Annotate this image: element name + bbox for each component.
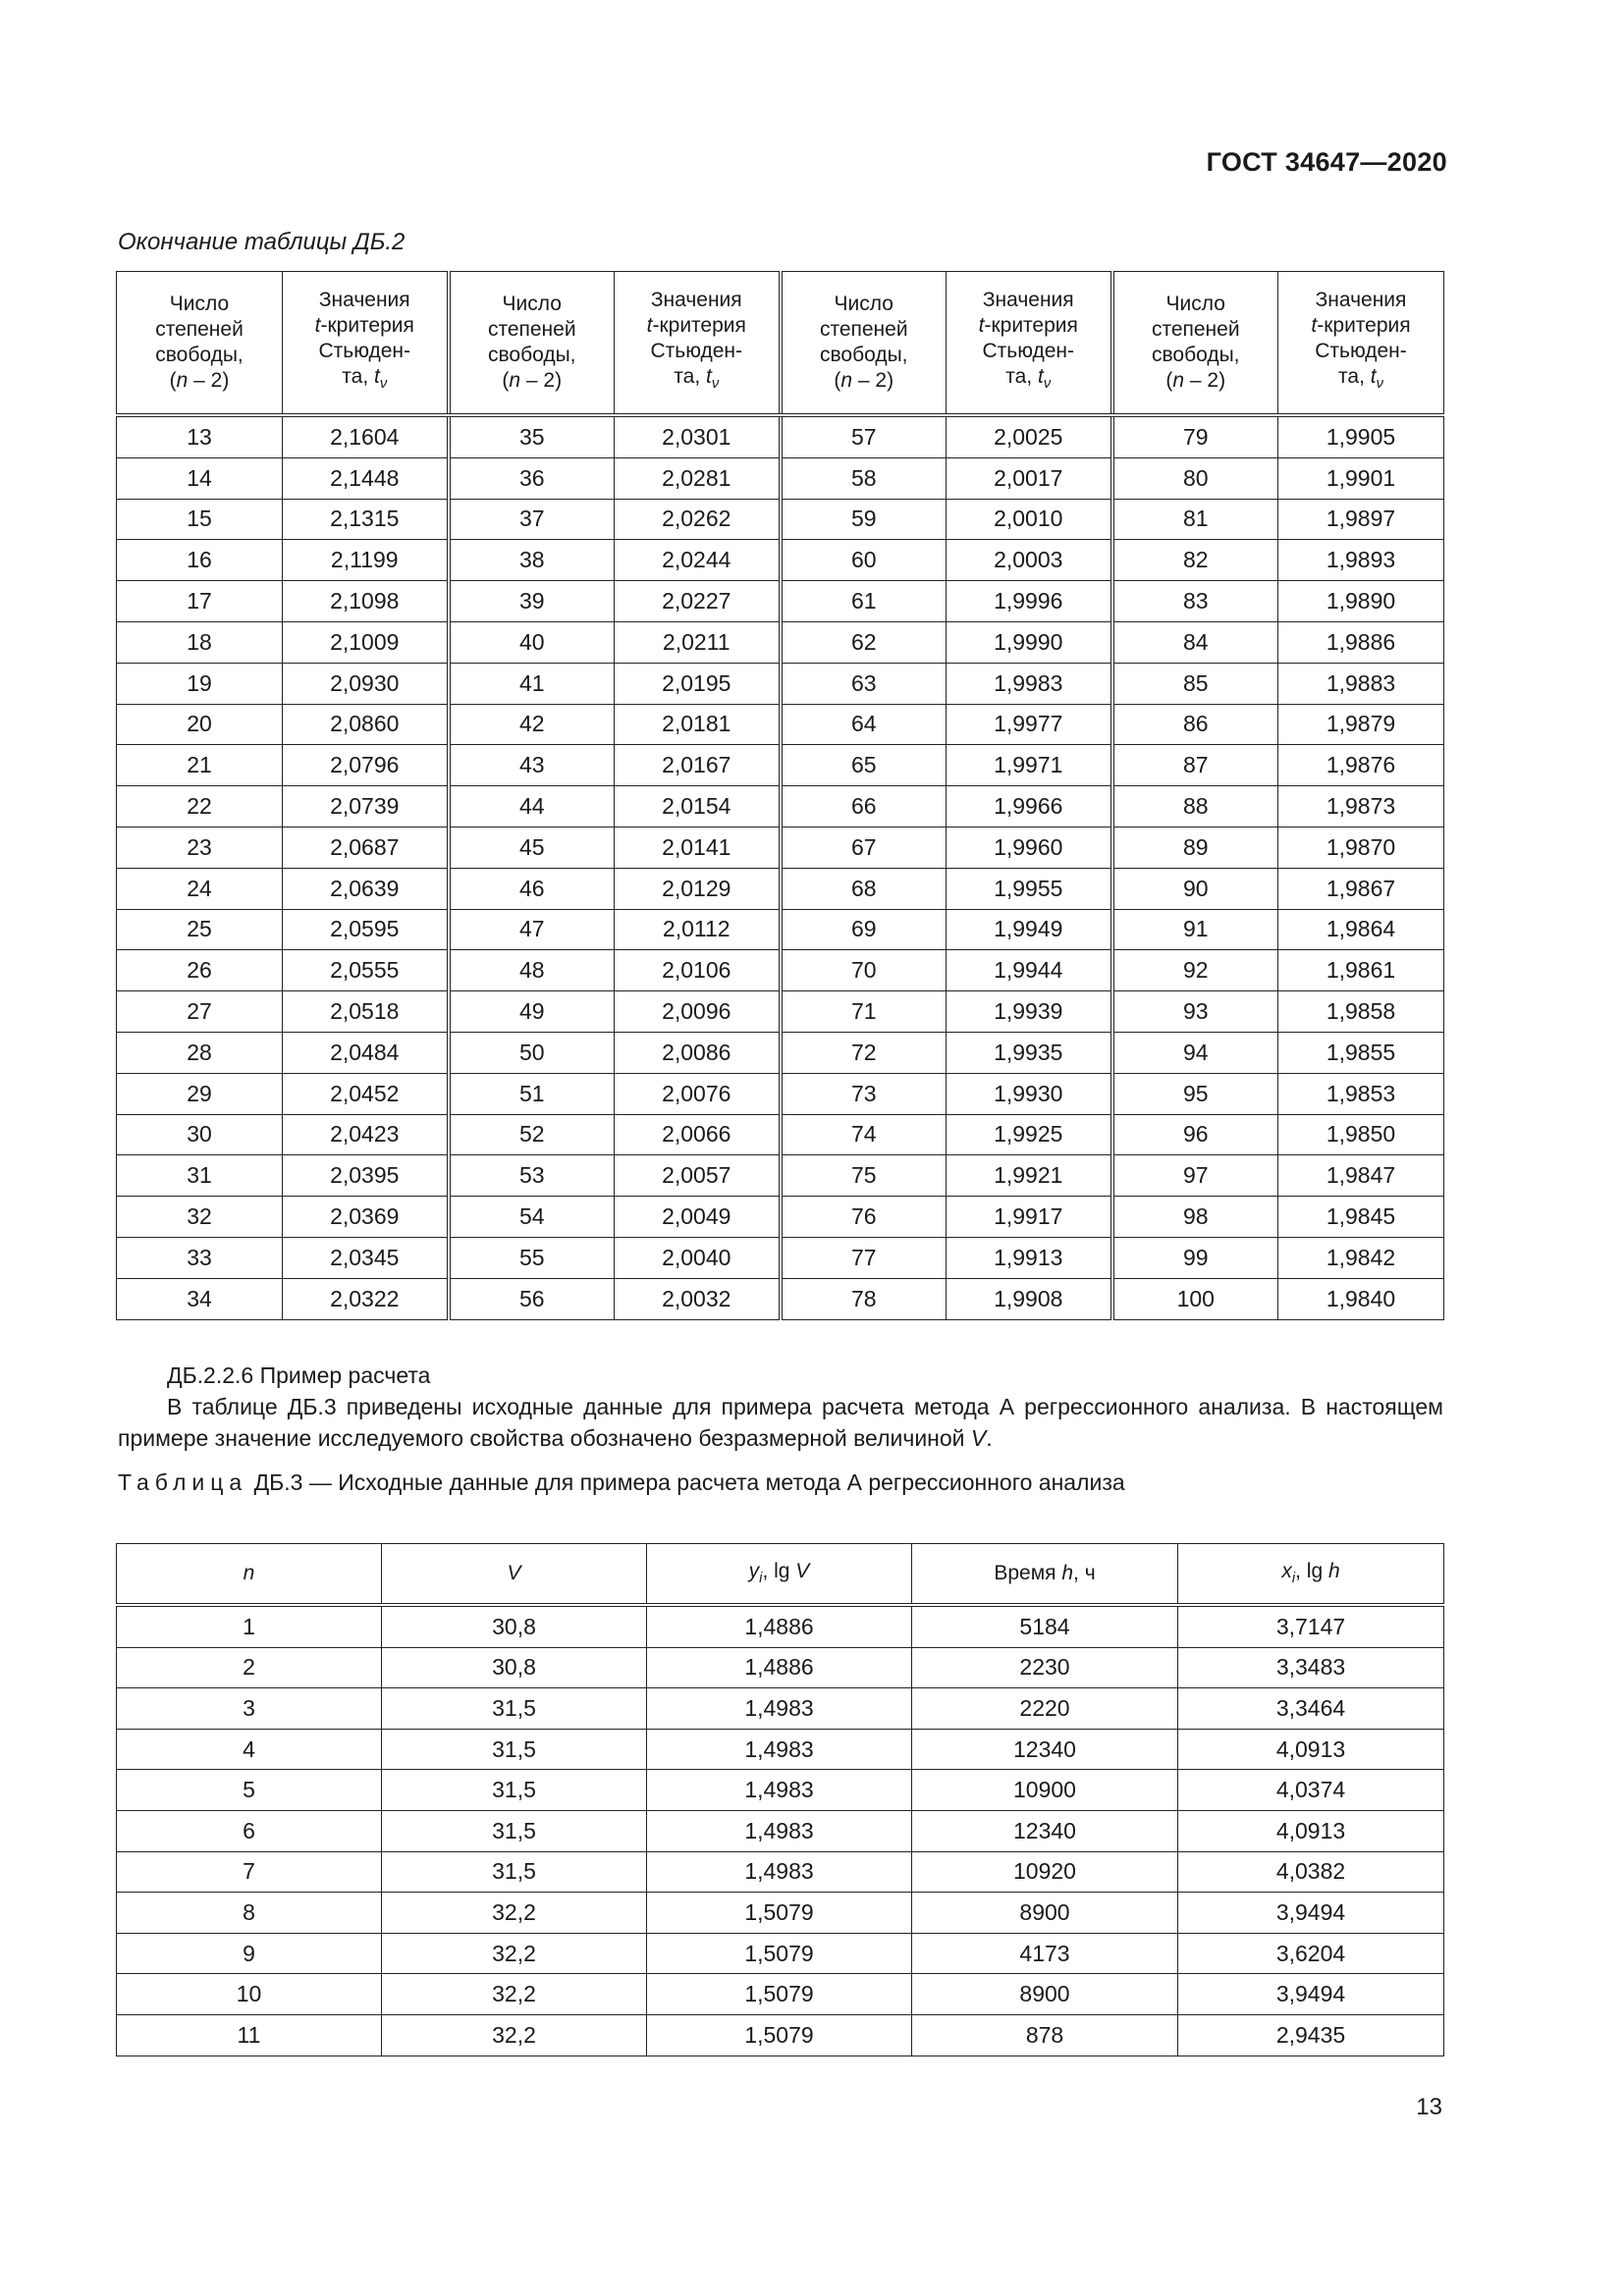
df-cell: 26 <box>117 950 283 991</box>
table-row <box>117 1278 1444 1319</box>
df-cell: 14 <box>117 457 283 499</box>
table-row <box>117 1155 1444 1197</box>
data-table-body <box>117 1605 1444 2056</box>
t-value-cell: 2,0423 <box>283 1114 449 1155</box>
df-cell: 54 <box>449 1197 615 1238</box>
df-cell: 63 <box>781 663 947 704</box>
df-cell: 74 <box>781 1114 947 1155</box>
df-cell: 35 <box>449 415 615 457</box>
section-paragraph <box>118 1391 1443 1454</box>
df-cell: 36 <box>449 457 615 499</box>
t-value-cell: 2,0796 <box>283 745 449 786</box>
data-row <box>117 1851 1444 1893</box>
x-cell: 4,0913 <box>1178 1810 1444 1851</box>
t-value-cell: 2,0930 <box>283 663 449 704</box>
df-cell: 41 <box>449 663 615 704</box>
t-value-cell: 2,0262 <box>615 499 781 540</box>
df-cell: 88 <box>1112 786 1278 828</box>
t-value-cell: 2,0281 <box>615 457 781 499</box>
v-cell: 31,5 <box>382 1729 647 1770</box>
n-cell: 1 <box>117 1605 382 1647</box>
data-row <box>117 2014 1444 2056</box>
x-cell: 3,3464 <box>1178 1688 1444 1730</box>
df-cell: 59 <box>781 499 947 540</box>
time-cell: 12340 <box>912 1810 1178 1851</box>
v-cell: 32,2 <box>382 2014 647 2056</box>
df-cell: 69 <box>781 909 947 950</box>
t-value-cell: 1,9935 <box>947 1032 1112 1073</box>
t-value-cell: 2,0244 <box>615 540 781 581</box>
y-cell: 1,4886 <box>647 1605 912 1647</box>
df-cell: 15 <box>117 499 283 540</box>
df-cell: 93 <box>1112 991 1278 1033</box>
t-value-cell: 2,0345 <box>283 1237 449 1278</box>
df-cell: 22 <box>117 786 283 828</box>
df-cell: 85 <box>1112 663 1278 704</box>
time-cell: 10900 <box>912 1770 1178 1811</box>
table-continuation-caption: Окончание таблицы ДБ.2 <box>118 229 406 255</box>
t-value-cell: 2,0010 <box>947 499 1112 540</box>
t-value-cell: 1,9876 <box>1278 745 1444 786</box>
table-row <box>117 663 1444 704</box>
df-cell: 100 <box>1112 1278 1278 1319</box>
header-time: Время h, ч <box>912 1544 1178 1606</box>
x-cell: 4,0374 <box>1178 1770 1444 1811</box>
t-value-cell: 2,0687 <box>283 827 449 868</box>
table-body <box>117 415 1444 1319</box>
df-cell: 62 <box>781 621 947 663</box>
n-cell: 4 <box>117 1729 382 1770</box>
t-value-cell: 2,0167 <box>615 745 781 786</box>
df-cell: 24 <box>117 868 283 909</box>
y-cell: 1,4983 <box>647 1851 912 1893</box>
df-cell: 46 <box>449 868 615 909</box>
t-value-cell: 2,0129 <box>615 868 781 909</box>
header-v: V <box>382 1544 647 1606</box>
t-value-cell: 2,1315 <box>283 499 449 540</box>
t-value-cell: 2,0860 <box>283 704 449 745</box>
df-cell: 51 <box>449 1073 615 1114</box>
table-row <box>117 991 1444 1033</box>
header-degrees-of-freedom: Число степеней свободы, (n – 2) <box>781 272 947 416</box>
table-row <box>117 827 1444 868</box>
df-cell: 33 <box>117 1237 283 1278</box>
df-cell: 92 <box>1112 950 1278 991</box>
x-cell: 3,9494 <box>1178 1974 1444 2015</box>
n-cell: 5 <box>117 1770 382 1811</box>
t-value-cell: 1,9897 <box>1278 499 1444 540</box>
x-cell: 4,0382 <box>1178 1851 1444 1893</box>
df-cell: 83 <box>1112 581 1278 622</box>
df-cell: 18 <box>117 621 283 663</box>
df-cell: 99 <box>1112 1237 1278 1278</box>
df-cell: 95 <box>1112 1073 1278 1114</box>
time-cell: 10920 <box>912 1851 1178 1893</box>
df-cell: 68 <box>781 868 947 909</box>
t-value-cell: 1,9853 <box>1278 1073 1444 1114</box>
t-value-cell: 1,9870 <box>1278 827 1444 868</box>
t-value-cell: 1,9883 <box>1278 663 1444 704</box>
df-cell: 65 <box>781 745 947 786</box>
x-cell: 3,6204 <box>1178 1933 1444 1974</box>
header-degrees-of-freedom: Число степеней свободы, (n – 2) <box>1112 272 1278 416</box>
time-cell: 4173 <box>912 1933 1178 1974</box>
x-cell: 2,9435 <box>1178 2014 1444 2056</box>
t-value-cell: 2,0322 <box>283 1278 449 1319</box>
t-value-cell: 2,0211 <box>615 621 781 663</box>
n-cell: 2 <box>117 1647 382 1688</box>
df-cell: 37 <box>449 499 615 540</box>
t-value-cell: 2,0369 <box>283 1197 449 1238</box>
t-value-cell: 1,9873 <box>1278 786 1444 828</box>
header-n: n <box>117 1544 382 1606</box>
df-cell: 42 <box>449 704 615 745</box>
t-value-cell: 1,9847 <box>1278 1155 1444 1197</box>
t-value-cell: 1,9949 <box>947 909 1112 950</box>
y-cell: 1,5079 <box>647 2014 912 2056</box>
df-cell: 47 <box>449 909 615 950</box>
df-cell: 82 <box>1112 540 1278 581</box>
t-value-cell: 1,9886 <box>1278 621 1444 663</box>
df-cell: 25 <box>117 909 283 950</box>
time-cell: 878 <box>912 2014 1178 2056</box>
table-row <box>117 950 1444 991</box>
table-row <box>117 745 1444 786</box>
t-value-cell: 2,1199 <box>283 540 449 581</box>
header-degrees-of-freedom: Число степеней свободы, (n – 2) <box>117 272 283 416</box>
df-cell: 76 <box>781 1197 947 1238</box>
df-cell: 43 <box>449 745 615 786</box>
t-value-cell: 1,9996 <box>947 581 1112 622</box>
df-cell: 52 <box>449 1114 615 1155</box>
t-value-cell: 2,1604 <box>283 415 449 457</box>
n-cell: 8 <box>117 1893 382 1934</box>
df-cell: 97 <box>1112 1155 1278 1197</box>
t-value-cell: 2,0086 <box>615 1032 781 1073</box>
data-row <box>117 1605 1444 1647</box>
header-degrees-of-freedom: Число степеней свободы, (n – 2) <box>449 272 615 416</box>
t-value-cell: 2,0066 <box>615 1114 781 1155</box>
t-value-cell: 1,9858 <box>1278 991 1444 1033</box>
paragraph-text: В таблице ДБ.3 приведены исходные данные для примера расчета метода А регрессионного анализа. В настоящем примере значение исследуемого свойства обозначено безразмерной величиной <box>118 1394 1443 1451</box>
t-value-cell: 2,0003 <box>947 540 1112 581</box>
df-cell: 77 <box>781 1237 947 1278</box>
df-cell: 66 <box>781 786 947 828</box>
t-value-cell: 2,0227 <box>615 581 781 622</box>
time-cell: 2230 <box>912 1647 1178 1688</box>
data-row <box>117 1647 1444 1688</box>
data-row <box>117 1893 1444 1934</box>
x-cell: 3,7147 <box>1178 1605 1444 1647</box>
t-value-cell: 2,0195 <box>615 663 781 704</box>
table-row <box>117 868 1444 909</box>
df-cell: 48 <box>449 950 615 991</box>
v-cell: 32,2 <box>382 1933 647 1974</box>
table-row <box>117 786 1444 828</box>
t-value-cell: 2,0595 <box>283 909 449 950</box>
header-y: $y_i$, lg V <box>647 1544 912 1606</box>
v-cell: 31,5 <box>382 1810 647 1851</box>
table-row <box>117 909 1444 950</box>
time-cell: 2220 <box>912 1688 1178 1730</box>
t-value-cell: 1,9930 <box>947 1073 1112 1114</box>
df-cell: 55 <box>449 1237 615 1278</box>
t-value-cell: 2,0057 <box>615 1155 781 1197</box>
t-value-cell: 2,0112 <box>615 909 781 950</box>
df-cell: 20 <box>117 704 283 745</box>
t-value-cell: 2,0096 <box>615 991 781 1033</box>
paragraph-variable: V <box>970 1425 987 1451</box>
df-cell: 38 <box>449 540 615 581</box>
data-row <box>117 1810 1444 1851</box>
data-header-row <box>117 1544 1444 1606</box>
time-cell: 5184 <box>912 1605 1178 1647</box>
t-value-cell: 1,9917 <box>947 1197 1112 1238</box>
x-cell: 4,0913 <box>1178 1729 1444 1770</box>
header-t-value: Значения t-критерия Стьюден- та, $t_\nu$ <box>947 272 1112 416</box>
df-cell: 60 <box>781 540 947 581</box>
regression-data-table <box>116 1543 1444 2056</box>
n-cell: 9 <box>117 1933 382 1974</box>
table-row <box>117 1073 1444 1114</box>
t-value-cell: 2,0049 <box>615 1197 781 1238</box>
df-cell: 72 <box>781 1032 947 1073</box>
t-value-cell: 2,0154 <box>615 786 781 828</box>
t-value-cell: 1,9921 <box>947 1155 1112 1197</box>
df-cell: 39 <box>449 581 615 622</box>
table-row <box>117 621 1444 663</box>
t-value-cell: 2,0301 <box>615 415 781 457</box>
t-value-cell: 1,9939 <box>947 991 1112 1033</box>
t-value-cell: 2,0076 <box>615 1073 781 1114</box>
df-cell: 34 <box>117 1278 283 1319</box>
t-value-cell: 1,9850 <box>1278 1114 1444 1155</box>
table-header-row <box>117 272 1444 416</box>
df-cell: 73 <box>781 1073 947 1114</box>
n-cell: 10 <box>117 1974 382 2015</box>
t-value-cell: 1,9966 <box>947 786 1112 828</box>
y-cell: 1,5079 <box>647 1974 912 2015</box>
time-cell: 8900 <box>912 1893 1178 1934</box>
y-cell: 1,4983 <box>647 1810 912 1851</box>
df-cell: 70 <box>781 950 947 991</box>
data-row <box>117 1974 1444 2015</box>
y-cell: 1,4983 <box>647 1729 912 1770</box>
data-row <box>117 1688 1444 1730</box>
t-value-cell: 2,0518 <box>283 991 449 1033</box>
section-title: ДБ.2.2.6 Пример расчета <box>167 1362 431 1388</box>
n-cell: 7 <box>117 1851 382 1893</box>
header-t-value: Значения t-критерия Стьюден- та, $t_\nu$ <box>1278 272 1444 416</box>
t-value-cell: 2,1098 <box>283 581 449 622</box>
t-value-cell: 2,1448 <box>283 457 449 499</box>
df-cell: 64 <box>781 704 947 745</box>
df-cell: 98 <box>1112 1197 1278 1238</box>
df-cell: 19 <box>117 663 283 704</box>
t-value-cell: 1,9913 <box>947 1237 1112 1278</box>
df-cell: 78 <box>781 1278 947 1319</box>
v-cell: 31,5 <box>382 1770 647 1811</box>
time-cell: 12340 <box>912 1729 1178 1770</box>
t-value-cell: 1,9861 <box>1278 950 1444 991</box>
t-value-cell: 1,9977 <box>947 704 1112 745</box>
y-cell: 1,4983 <box>647 1688 912 1730</box>
t-value-cell: 2,0181 <box>615 704 781 745</box>
t-value-cell: 1,9944 <box>947 950 1112 991</box>
df-cell: 94 <box>1112 1032 1278 1073</box>
df-cell: 50 <box>449 1032 615 1073</box>
header-x: $x_i$, lg h <box>1178 1544 1444 1606</box>
df-cell: 91 <box>1112 909 1278 950</box>
y-cell: 1,5079 <box>647 1933 912 1974</box>
df-cell: 28 <box>117 1032 283 1073</box>
table-db3-caption <box>118 1469 1125 1496</box>
df-cell: 71 <box>781 991 947 1033</box>
df-cell: 13 <box>117 415 283 457</box>
student-t-table <box>116 271 1444 1320</box>
t-value-cell: 2,0452 <box>283 1073 449 1114</box>
df-cell: 81 <box>1112 499 1278 540</box>
t-value-cell: 1,9955 <box>947 868 1112 909</box>
t-value-cell: 2,0017 <box>947 457 1112 499</box>
table-row <box>117 1114 1444 1155</box>
df-cell: 79 <box>1112 415 1278 457</box>
df-cell: 58 <box>781 457 947 499</box>
df-cell: 89 <box>1112 827 1278 868</box>
df-cell: 53 <box>449 1155 615 1197</box>
t-value-cell: 2,0141 <box>615 827 781 868</box>
df-cell: 84 <box>1112 621 1278 663</box>
df-cell: 87 <box>1112 745 1278 786</box>
t-value-cell: 2,0040 <box>615 1237 781 1278</box>
y-cell: 1,5079 <box>647 1893 912 1934</box>
caption-word: Таблица <box>118 1469 248 1495</box>
page-number: 13 <box>1416 2094 1442 2120</box>
table-row <box>117 499 1444 540</box>
header-t-value: Значения t-критерия Стьюден- та, $t_\nu$ <box>283 272 449 416</box>
df-cell: 57 <box>781 415 947 457</box>
df-cell: 90 <box>1112 868 1278 909</box>
t-value-cell: 1,9908 <box>947 1278 1112 1319</box>
t-value-cell: 1,9990 <box>947 621 1112 663</box>
n-cell: 6 <box>117 1810 382 1851</box>
df-cell: 86 <box>1112 704 1278 745</box>
df-cell: 30 <box>117 1114 283 1155</box>
table-row <box>117 704 1444 745</box>
t-value-cell: 2,1009 <box>283 621 449 663</box>
table-row <box>117 457 1444 499</box>
t-value-cell: 1,9905 <box>1278 415 1444 457</box>
df-cell: 32 <box>117 1197 283 1238</box>
df-cell: 49 <box>449 991 615 1033</box>
t-value-cell: 1,9840 <box>1278 1278 1444 1319</box>
data-row <box>117 1770 1444 1811</box>
t-value-cell: 1,9893 <box>1278 540 1444 581</box>
data-row <box>117 1933 1444 1974</box>
table-row <box>117 415 1444 457</box>
df-cell: 61 <box>781 581 947 622</box>
x-cell: 3,9494 <box>1178 1893 1444 1934</box>
df-cell: 80 <box>1112 457 1278 499</box>
v-cell: 30,8 <box>382 1647 647 1688</box>
df-cell: 56 <box>449 1278 615 1319</box>
table-row <box>117 1197 1444 1238</box>
table-row <box>117 581 1444 622</box>
t-value-cell: 1,9845 <box>1278 1197 1444 1238</box>
t-value-cell: 2,0395 <box>283 1155 449 1197</box>
data-row <box>117 1729 1444 1770</box>
t-value-cell: 1,9842 <box>1278 1237 1444 1278</box>
n-cell: 3 <box>117 1688 382 1730</box>
y-cell: 1,4886 <box>647 1647 912 1688</box>
df-cell: 75 <box>781 1155 947 1197</box>
t-value-cell: 2,0739 <box>283 786 449 828</box>
document-code: ГОСТ 34647—2020 <box>1206 147 1447 177</box>
t-value-cell: 1,9983 <box>947 663 1112 704</box>
n-cell: 11 <box>117 2014 382 2056</box>
t-value-cell: 2,0555 <box>283 950 449 991</box>
y-cell: 1,4983 <box>647 1770 912 1811</box>
t-value-cell: 1,9971 <box>947 745 1112 786</box>
t-value-cell: 2,0106 <box>615 950 781 991</box>
t-value-cell: 1,9855 <box>1278 1032 1444 1073</box>
t-value-cell: 1,9890 <box>1278 581 1444 622</box>
df-cell: 96 <box>1112 1114 1278 1155</box>
v-cell: 32,2 <box>382 1893 647 1934</box>
table-row <box>117 540 1444 581</box>
v-cell: 32,2 <box>382 1974 647 2015</box>
caption-text: ДБ.3 — Исходные данные для примера расчета метода А регрессионного анализа <box>253 1469 1125 1495</box>
df-cell: 27 <box>117 991 283 1033</box>
df-cell: 40 <box>449 621 615 663</box>
df-cell: 23 <box>117 827 283 868</box>
df-cell: 17 <box>117 581 283 622</box>
paragraph-end: . <box>986 1425 993 1451</box>
t-value-cell: 1,9864 <box>1278 909 1444 950</box>
t-value-cell: 2,0484 <box>283 1032 449 1073</box>
df-cell: 16 <box>117 540 283 581</box>
time-cell: 8900 <box>912 1974 1178 2015</box>
df-cell: 31 <box>117 1155 283 1197</box>
t-value-cell: 2,0639 <box>283 868 449 909</box>
t-value-cell: 1,9901 <box>1278 457 1444 499</box>
t-value-cell: 1,9879 <box>1278 704 1444 745</box>
df-cell: 45 <box>449 827 615 868</box>
v-cell: 30,8 <box>382 1605 647 1647</box>
t-value-cell: 2,0025 <box>947 415 1112 457</box>
t-value-cell: 1,9960 <box>947 827 1112 868</box>
v-cell: 31,5 <box>382 1851 647 1893</box>
t-value-cell: 2,0032 <box>615 1278 781 1319</box>
df-cell: 29 <box>117 1073 283 1114</box>
table-row <box>117 1237 1444 1278</box>
v-cell: 31,5 <box>382 1688 647 1730</box>
df-cell: 67 <box>781 827 947 868</box>
t-value-cell: 1,9867 <box>1278 868 1444 909</box>
df-cell: 21 <box>117 745 283 786</box>
header-t-value: Значения t-критерия Стьюден- та, $t_\nu$ <box>615 272 781 416</box>
df-cell: 44 <box>449 786 615 828</box>
t-value-cell: 1,9925 <box>947 1114 1112 1155</box>
table-row <box>117 1032 1444 1073</box>
x-cell: 3,3483 <box>1178 1647 1444 1688</box>
